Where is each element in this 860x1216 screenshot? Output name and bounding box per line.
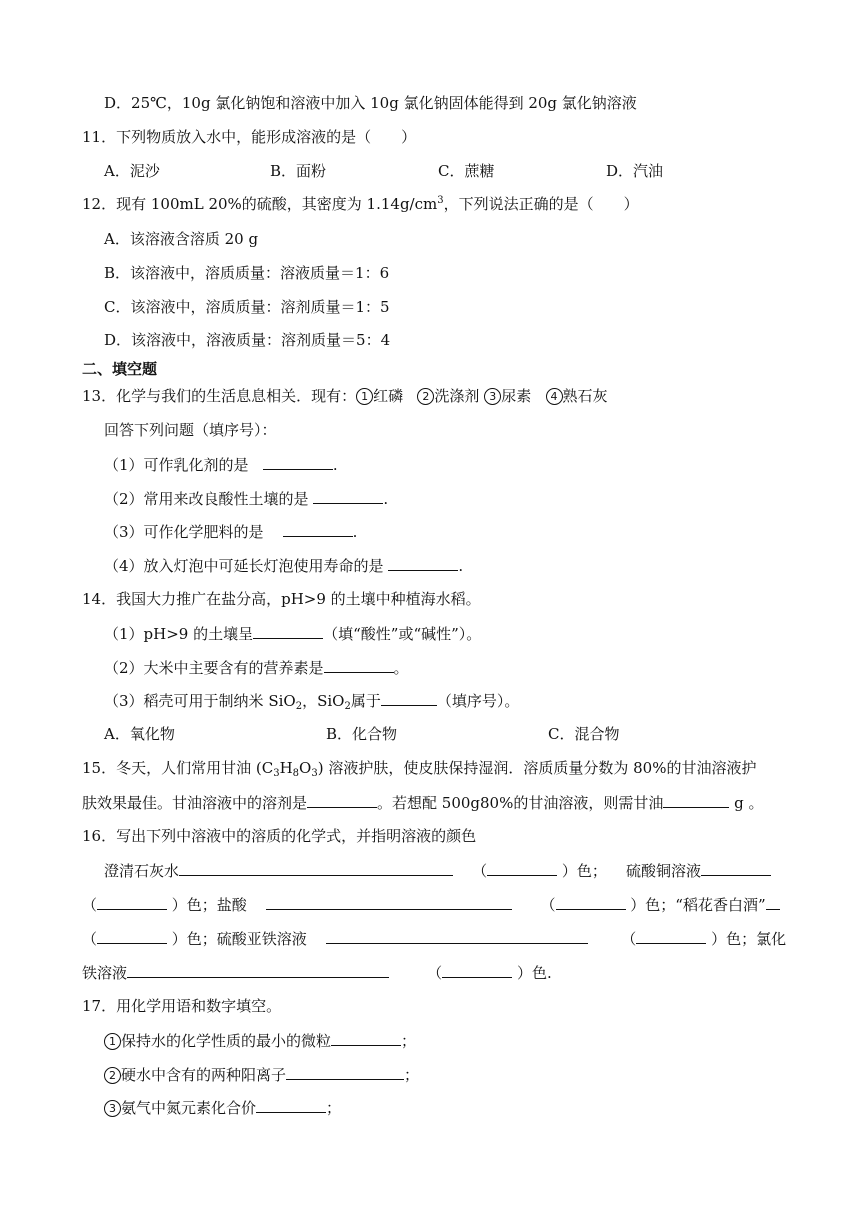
answer-blank[interactable] — [97, 928, 167, 944]
q14-sub-3-hint: （填序号）。 — [436, 692, 520, 710]
q15-unit: g 。 — [734, 794, 764, 812]
q16-text: ）色；“稻花香白酒” — [630, 896, 766, 914]
semicolon: ； — [404, 1066, 420, 1084]
paren-open: （ — [82, 930, 98, 948]
q15-formula-h: H — [279, 759, 293, 777]
answer-blank[interactable] — [663, 792, 729, 808]
circled-number-3: 3 — [104, 1100, 121, 1117]
q12-stem-superscript: 3 — [437, 195, 444, 206]
semicolon: ； — [401, 1032, 417, 1050]
q13-item-3: 尿素 — [501, 387, 532, 405]
q14-option-b: B．化合物 — [326, 725, 398, 743]
q14-sub-2-end: 。 — [393, 659, 409, 677]
q15-text-3: 肤效果最佳。甘油溶液中的溶剂是 — [82, 794, 308, 812]
paren-open: （ — [427, 964, 443, 982]
q16-row-2 — [82, 894, 780, 915]
q13-item-2: 洗涤剂 — [434, 387, 480, 405]
q12-option-c: C．该溶液中，溶质质量：溶剂质量＝1：5 — [104, 298, 390, 316]
q11-option-b: B．面粉 — [270, 162, 327, 180]
q12-option-b: B．该溶液中，溶质质量：溶液质量＝1：6 — [104, 264, 390, 282]
q13-stem-text: 13．化学与我们的生活息息相关．现有： — [82, 387, 357, 405]
answer-blank[interactable] — [326, 928, 588, 944]
subscript: 2 — [344, 701, 351, 712]
q15-text-2: ) 溶液护肤，使皮肤保持湿润．溶质质量分数为 80%的甘油溶液护 — [317, 759, 757, 777]
q15-text: 15．冬天，人们常用甘油 (C — [82, 759, 274, 777]
q13-sub-4-text: （4）放入灯泡中可延长灯泡使用寿命的是 — [104, 557, 384, 575]
q14-sub-3-text: （3）稻壳可用于制纳米 SiO — [104, 692, 296, 710]
answer-blank[interactable] — [179, 860, 453, 876]
q13-instruction: 回答下列问题（填序号）： — [104, 421, 277, 439]
q15-text-4: 。若想配 500g80%的甘油溶液，则需甘油 — [377, 794, 664, 812]
q17-stem: 17．用化学用语和数字填空。 — [82, 997, 282, 1015]
q13-sub-1 — [104, 454, 338, 475]
q16-row-3 — [82, 928, 786, 949]
semicolon: ； — [326, 1099, 342, 1117]
subscript: 8 — [292, 768, 300, 779]
q11-option-a: A．泥沙 — [104, 162, 160, 180]
q15-formula-o: O — [299, 759, 312, 777]
q13-sub-2 — [104, 488, 388, 509]
q14-option-a: A．氧化物 — [104, 725, 175, 743]
period: . — [458, 557, 464, 575]
q12-stem — [82, 194, 639, 214]
q14-sub-2-text: （2）大米中主要含有的营养素是 — [104, 659, 324, 677]
q16-text: ）色；氯化 — [711, 930, 787, 948]
q11-stem: 11．下列物质放入水中，能形成溶液的是（ ） — [82, 128, 417, 146]
period: . — [352, 523, 358, 541]
q13-sub-4 — [104, 555, 463, 576]
q13-sub-3 — [104, 521, 357, 542]
q11-option-c: C．蔗糖 — [438, 162, 495, 180]
answer-blank[interactable] — [556, 894, 626, 910]
q12-option-d: D．该溶液中，溶液质量：溶剂质量＝5：4 — [104, 331, 391, 349]
circled-number-2: 2 — [104, 1067, 121, 1084]
q13-item-4: 熟石灰 — [562, 387, 608, 405]
q16-text: 硫酸铜溶液 — [625, 862, 701, 880]
answer-blank[interactable] — [313, 488, 383, 504]
q17-sub-3-text: 氨气中氮元素化合价 — [121, 1099, 257, 1117]
q16-text: ）色. — [516, 964, 552, 982]
paren-open: （ — [472, 862, 488, 880]
q16-text: 澄清石灰水 — [104, 862, 180, 880]
q16-text: ）色； — [561, 862, 607, 880]
answer-blank[interactable] — [256, 1097, 326, 1113]
q14-sub-3-text-2: ，SiO — [302, 692, 345, 710]
answer-blank[interactable] — [381, 690, 437, 706]
paren-open: （ — [621, 930, 637, 948]
q10-option-d: D．25℃，10g 氯化钠饱和溶液中加入 10g 氯化钠固体能得到 20g 氯化钠溶液 — [104, 94, 637, 112]
q12-option-a: A．该溶液含溶质 20 g — [104, 230, 259, 248]
circled-number-3: 3 — [484, 388, 501, 405]
subscript: 3 — [311, 768, 318, 779]
answer-blank[interactable] — [97, 894, 167, 910]
q12-stem-text: 12．现有 100mL 20%的硫酸，其密度为 1.14g/cm — [82, 195, 438, 213]
answer-blank[interactable] — [307, 792, 377, 808]
q13-sub-1-text: （1）可作乳化剂的是 — [104, 456, 249, 474]
q17-sub-2 — [104, 1064, 419, 1085]
section-heading: 二、填空题 — [82, 360, 158, 378]
paren-open: （ — [540, 896, 556, 914]
q13-stem — [82, 386, 608, 406]
q14-sub-1 — [104, 623, 481, 644]
answer-blank[interactable] — [286, 1064, 404, 1080]
q14-sub-1-text: （1）pH>9 的土壤呈 — [104, 625, 254, 643]
answer-blank[interactable] — [253, 623, 323, 639]
q13-sub-3-text: （3）可作化学肥料的是 — [104, 523, 264, 541]
answer-blank[interactable] — [636, 928, 706, 944]
answer-blank[interactable] — [442, 962, 512, 978]
q14-sub-2 — [104, 657, 409, 678]
q17-sub-3 — [104, 1097, 341, 1118]
q16-stem: 16．写出下列中溶液中的溶质的化学式，并指明溶液的颜色 — [82, 827, 477, 845]
answer-blank[interactable] — [766, 894, 780, 910]
subscript: 2 — [295, 701, 303, 712]
period: . — [332, 456, 338, 474]
answer-blank[interactable] — [263, 454, 333, 470]
answer-blank[interactable] — [388, 555, 458, 571]
q12-stem-text-end: ，下列说法正确的是（ ） — [443, 195, 639, 213]
circled-number-4: 4 — [546, 388, 563, 405]
q16-row-4 — [82, 962, 552, 983]
circled-number-1: 1 — [356, 388, 373, 405]
period: . — [383, 490, 389, 508]
answer-blank[interactable] — [283, 521, 353, 537]
answer-blank[interactable] — [324, 657, 394, 673]
q14-sub-3-text-3: 属于 — [350, 692, 381, 710]
q16-row-1 — [104, 860, 771, 881]
q14-stem: 14．我国大力推广在盐分高，pH>9 的土壤中种植海水稻。 — [82, 590, 481, 608]
q14-sub-3 — [104, 690, 519, 711]
q17-sub-1-text: 保持水的化学性质的最小的微粒 — [121, 1032, 332, 1050]
q17-sub-1 — [104, 1030, 416, 1051]
answer-blank[interactable] — [127, 962, 389, 978]
answer-blank[interactable] — [487, 860, 557, 876]
q15-line-2 — [82, 792, 764, 813]
subscript: 3 — [273, 768, 280, 779]
q16-text: ）色；盐酸 — [171, 896, 247, 914]
q11-option-d: D．汽油 — [606, 162, 664, 180]
circled-number-1: 1 — [104, 1033, 121, 1050]
q15-line-1 — [82, 758, 756, 778]
q16-text: ）色；硫酸亚铁溶液 — [171, 930, 307, 948]
circled-number-2: 2 — [417, 388, 434, 405]
answer-blank[interactable] — [701, 860, 771, 876]
q17-sub-2-text: 硬水中含有的两种阳离子 — [121, 1066, 287, 1084]
q16-text: 铁溶液 — [82, 964, 128, 982]
answer-blank[interactable] — [266, 894, 512, 910]
q14-option-c: C．混合物 — [548, 725, 620, 743]
paren-open: （ — [82, 896, 98, 914]
q13-sub-2-text: （2）常用来改良酸性土壤的是 — [104, 490, 309, 508]
answer-blank[interactable] — [331, 1030, 401, 1046]
q13-item-1: 红磷 — [373, 387, 404, 405]
q14-sub-1-hint: （填“酸性”或“碱性”）。 — [323, 625, 482, 643]
